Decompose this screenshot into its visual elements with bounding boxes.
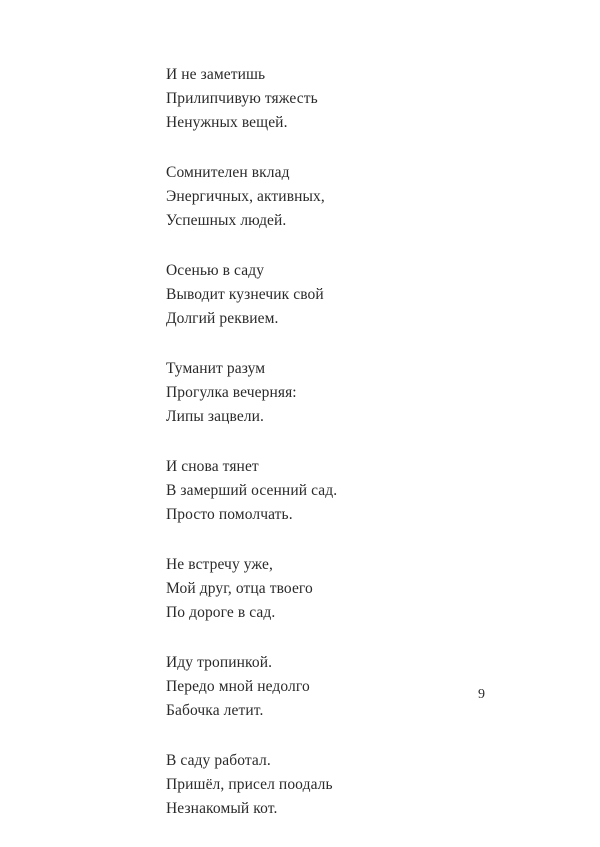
stanza-7 xyxy=(166,651,546,723)
poem-line: Сомнителен вклад xyxy=(166,164,290,181)
poem-line: Осенью в саду xyxy=(166,262,265,279)
poem-line: Бабочка летит. xyxy=(166,702,264,719)
poem-line: Иду тропинкой. xyxy=(166,654,273,671)
page-number: 9 xyxy=(478,687,485,702)
poem-line: Незнакомый кот. xyxy=(166,800,278,817)
stanza-6 xyxy=(166,553,546,625)
poem-line: Прогулка вечерняя: xyxy=(166,384,297,401)
poem-line: Выводит кузнечик свой xyxy=(166,286,324,303)
poem-line: Туманит разум xyxy=(166,360,266,377)
poem-line: Липы зацвели. xyxy=(166,408,265,425)
poem-line: И снова тянет xyxy=(166,458,259,475)
poem-line: Долгий реквием. xyxy=(166,310,279,327)
poem-line: И не заметишь xyxy=(166,66,266,83)
poem-line: В замерший осенний сад. xyxy=(166,482,338,499)
poem-line: Передо мной недолго xyxy=(166,678,310,695)
poem-line: Пришёл, присел поодаль xyxy=(166,776,333,793)
poem-line: Просто помолчать. xyxy=(166,506,293,523)
poem-line: По дороге в сад. xyxy=(166,604,276,621)
poem-line: В саду работал. xyxy=(166,752,271,769)
poem-line: Не встречу уже, xyxy=(166,556,273,573)
stanza-5 xyxy=(166,455,546,527)
stanza-4 xyxy=(166,357,546,429)
stanza-1 xyxy=(166,63,546,135)
poem-line: Энергичных, активных, xyxy=(166,188,325,205)
poem-line: Ненужных вещей. xyxy=(166,114,288,131)
stanza-2 xyxy=(166,161,546,233)
poem-body xyxy=(166,63,546,847)
poem-line: Прилипчивую тяжесть xyxy=(166,90,318,107)
poem-line: Мой друг, отца твоего xyxy=(166,580,313,597)
stanza-3 xyxy=(166,259,546,331)
poem-line: Успешных людей. xyxy=(166,212,287,229)
stanza-8 xyxy=(166,749,546,821)
